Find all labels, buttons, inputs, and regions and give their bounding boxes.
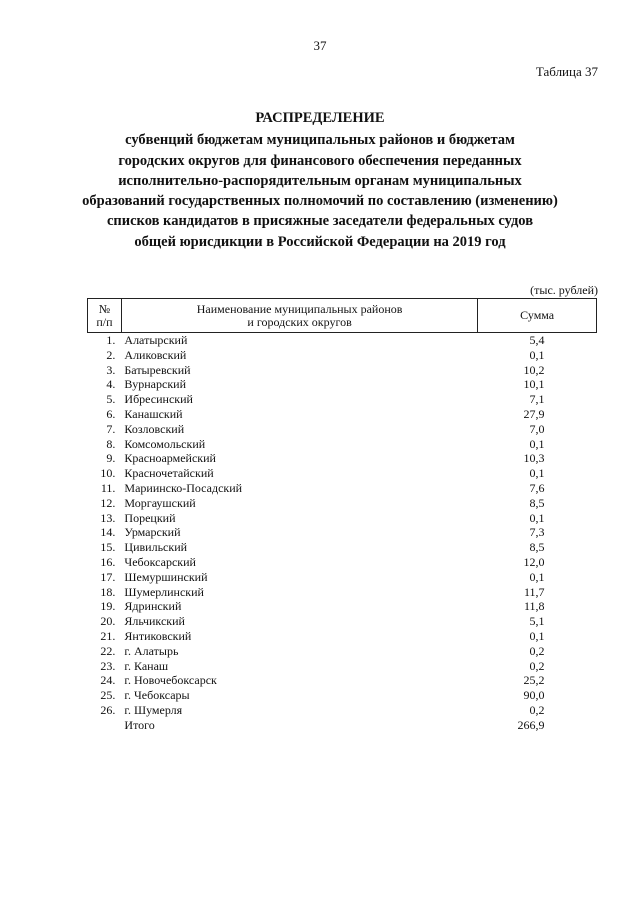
- table-row: [88, 451, 597, 466]
- table-row: [88, 629, 597, 644]
- table-row: [88, 511, 597, 526]
- header-number-line1: №: [98, 301, 111, 316]
- table-row: [88, 466, 597, 481]
- subtitle-line: субвенций бюджетам муниципальных районов и бюджетам: [125, 132, 515, 149]
- row-number: 17.: [100, 569, 116, 584]
- row-name: г. Новочебоксарск: [124, 673, 217, 688]
- row-name: Ядринский: [124, 599, 182, 614]
- row-number: [88, 718, 122, 733]
- table-row: [88, 525, 597, 540]
- table-row: [88, 703, 597, 718]
- row-name: Яльчикский: [124, 614, 185, 629]
- table-row: [88, 570, 597, 585]
- row-number: 23.: [100, 658, 116, 673]
- row-name: Цивильский: [124, 540, 188, 555]
- row-name: Комсомольский: [124, 436, 206, 451]
- header-name-line2: и городских округов: [247, 314, 352, 329]
- row-number: 13.: [100, 510, 116, 525]
- table-row: [88, 644, 597, 659]
- row-sum: 10,2: [523, 362, 545, 377]
- distribution-table: [87, 298, 597, 733]
- row-name: г. Алатырь: [124, 643, 179, 658]
- row-sum: 7,1: [529, 392, 545, 407]
- row-number: 16.: [100, 554, 116, 569]
- table-label: Таблица 37: [535, 64, 598, 79]
- row-sum: 0,2: [529, 702, 545, 717]
- row-sum: 0,1: [529, 436, 545, 451]
- row-sum: 10,3: [523, 451, 545, 466]
- row-sum: 0,2: [529, 658, 545, 673]
- row-name: Шумерлинский: [124, 584, 204, 599]
- row-sum: 7,6: [529, 480, 545, 495]
- row-sum: 5,4: [529, 333, 545, 347]
- document-title: РАСПРЕДЕЛЕНИЕ: [255, 110, 385, 126]
- subtitle-line: общей юрисдикции в Российской Федерации на 2019 год: [134, 233, 506, 250]
- row-sum: 90,0: [523, 688, 545, 703]
- row-sum: 0,2: [529, 643, 545, 658]
- unit-note: (тыс. рублей): [530, 283, 598, 297]
- row-name: г. Чебоксары: [124, 688, 190, 703]
- row-number: 14.: [100, 525, 116, 540]
- row-name: Канашский: [124, 406, 183, 421]
- table-row: [88, 555, 597, 570]
- row-number: 4.: [106, 377, 116, 392]
- header-number-line2: п/п: [96, 314, 113, 329]
- table-header-row: [88, 299, 597, 333]
- table-row: [88, 333, 597, 348]
- table-row: [88, 614, 597, 629]
- row-number: 6.: [106, 406, 116, 421]
- row-number: 10.: [100, 466, 116, 481]
- row-number: 24.: [100, 673, 116, 688]
- document-subtitle: [0, 130, 640, 252]
- table-row: [88, 659, 597, 674]
- table-row: [88, 673, 597, 688]
- row-name: Красноармейский: [124, 451, 216, 466]
- row-sum: 8,5: [529, 540, 545, 555]
- row-name: Шемуршинский: [124, 569, 208, 584]
- subtitle-line: городских округов для финансового обеспечения переданных: [118, 152, 522, 169]
- header-name-line1: Наименование муниципальных районов: [196, 301, 403, 316]
- row-number: 18.: [100, 584, 116, 599]
- page-number: 37: [313, 38, 327, 53]
- row-sum: 11,7: [523, 584, 545, 599]
- title-block: [0, 108, 640, 252]
- row-name: Моргаушский: [124, 495, 196, 510]
- row-number: 1.: [106, 333, 116, 347]
- row-sum: 7,3: [529, 525, 545, 540]
- row-sum: 10,1: [523, 377, 545, 392]
- row-sum: 0,1: [529, 628, 545, 643]
- table-row: [88, 718, 597, 733]
- table-row: [88, 363, 597, 378]
- row-number: 9.: [106, 451, 116, 466]
- row-number: 11.: [100, 480, 116, 495]
- row-number: 12.: [100, 495, 116, 510]
- row-number: 8.: [106, 436, 116, 451]
- row-sum: 27,9: [523, 406, 545, 421]
- row-name: Вурнарский: [124, 377, 186, 392]
- row-name: Батыревский: [124, 362, 191, 377]
- row-number: 2.: [106, 347, 116, 362]
- table-body: [88, 333, 597, 733]
- row-name: Красночетайский: [124, 466, 214, 481]
- row-name: г. Шумерля: [124, 702, 183, 717]
- row-name: Урмарский: [124, 525, 181, 540]
- table-row: [88, 437, 597, 452]
- row-number: 15.: [100, 540, 116, 555]
- row-sum: 0,1: [529, 510, 545, 525]
- table-row: [88, 422, 597, 437]
- table-row: [88, 407, 597, 422]
- row-name: г. Канаш: [124, 658, 169, 673]
- row-name: Алатырский: [124, 333, 188, 347]
- row-sum: 7,0: [529, 421, 545, 436]
- table-row: [88, 599, 597, 614]
- header-number: [88, 299, 122, 333]
- row-name: Аликовский: [124, 347, 187, 362]
- row-number: 25.: [100, 688, 116, 703]
- row-sum: 12,0: [523, 554, 545, 569]
- row-sum: 11,8: [523, 599, 545, 614]
- row-name: Ибресинский: [124, 392, 193, 407]
- row-name: Чебоксарский: [124, 554, 196, 569]
- subtitle-line: исполнительно-распорядительным органам муниципальных: [118, 172, 522, 189]
- row-number: 20.: [100, 614, 116, 629]
- row-sum: 0,1: [529, 466, 545, 481]
- row-number: 19.: [100, 599, 116, 614]
- row-name: Янтиковский: [124, 628, 192, 643]
- row-name: Козловский: [124, 421, 185, 436]
- row-sum: 0,1: [529, 569, 545, 584]
- table-row: [88, 585, 597, 600]
- table-row: [88, 540, 597, 555]
- table-row: [88, 496, 597, 511]
- row-sum: 25,2: [523, 673, 545, 688]
- table-row: [88, 481, 597, 496]
- header-name: [121, 299, 477, 333]
- subtitle-line: списков кандидатов в присяжные заседатели федеральных судов: [106, 213, 534, 230]
- table-row: [88, 377, 597, 392]
- row-number: 5.: [106, 392, 116, 407]
- row-number: 3.: [106, 362, 116, 377]
- row-name: Порецкий: [124, 510, 176, 525]
- row-sum: 266,9: [517, 717, 545, 732]
- row-number: 26.: [100, 702, 116, 717]
- row-number: 7.: [106, 421, 116, 436]
- row-sum: 0,1: [529, 347, 545, 362]
- subtitle-line: образований государственных полномочий по составлению (изменению): [82, 193, 558, 210]
- row-sum: 5,1: [529, 614, 545, 629]
- table-row: [88, 688, 597, 703]
- header-sum: Сумма: [478, 299, 597, 333]
- row-number: 21.: [100, 628, 116, 643]
- row-name: Мариинско-Посадский: [124, 480, 243, 495]
- row-name: Итого: [124, 717, 155, 732]
- row-sum: 8,5: [529, 495, 545, 510]
- table-row: [88, 348, 597, 363]
- row-number: 22.: [100, 643, 116, 658]
- table-row: [88, 392, 597, 407]
